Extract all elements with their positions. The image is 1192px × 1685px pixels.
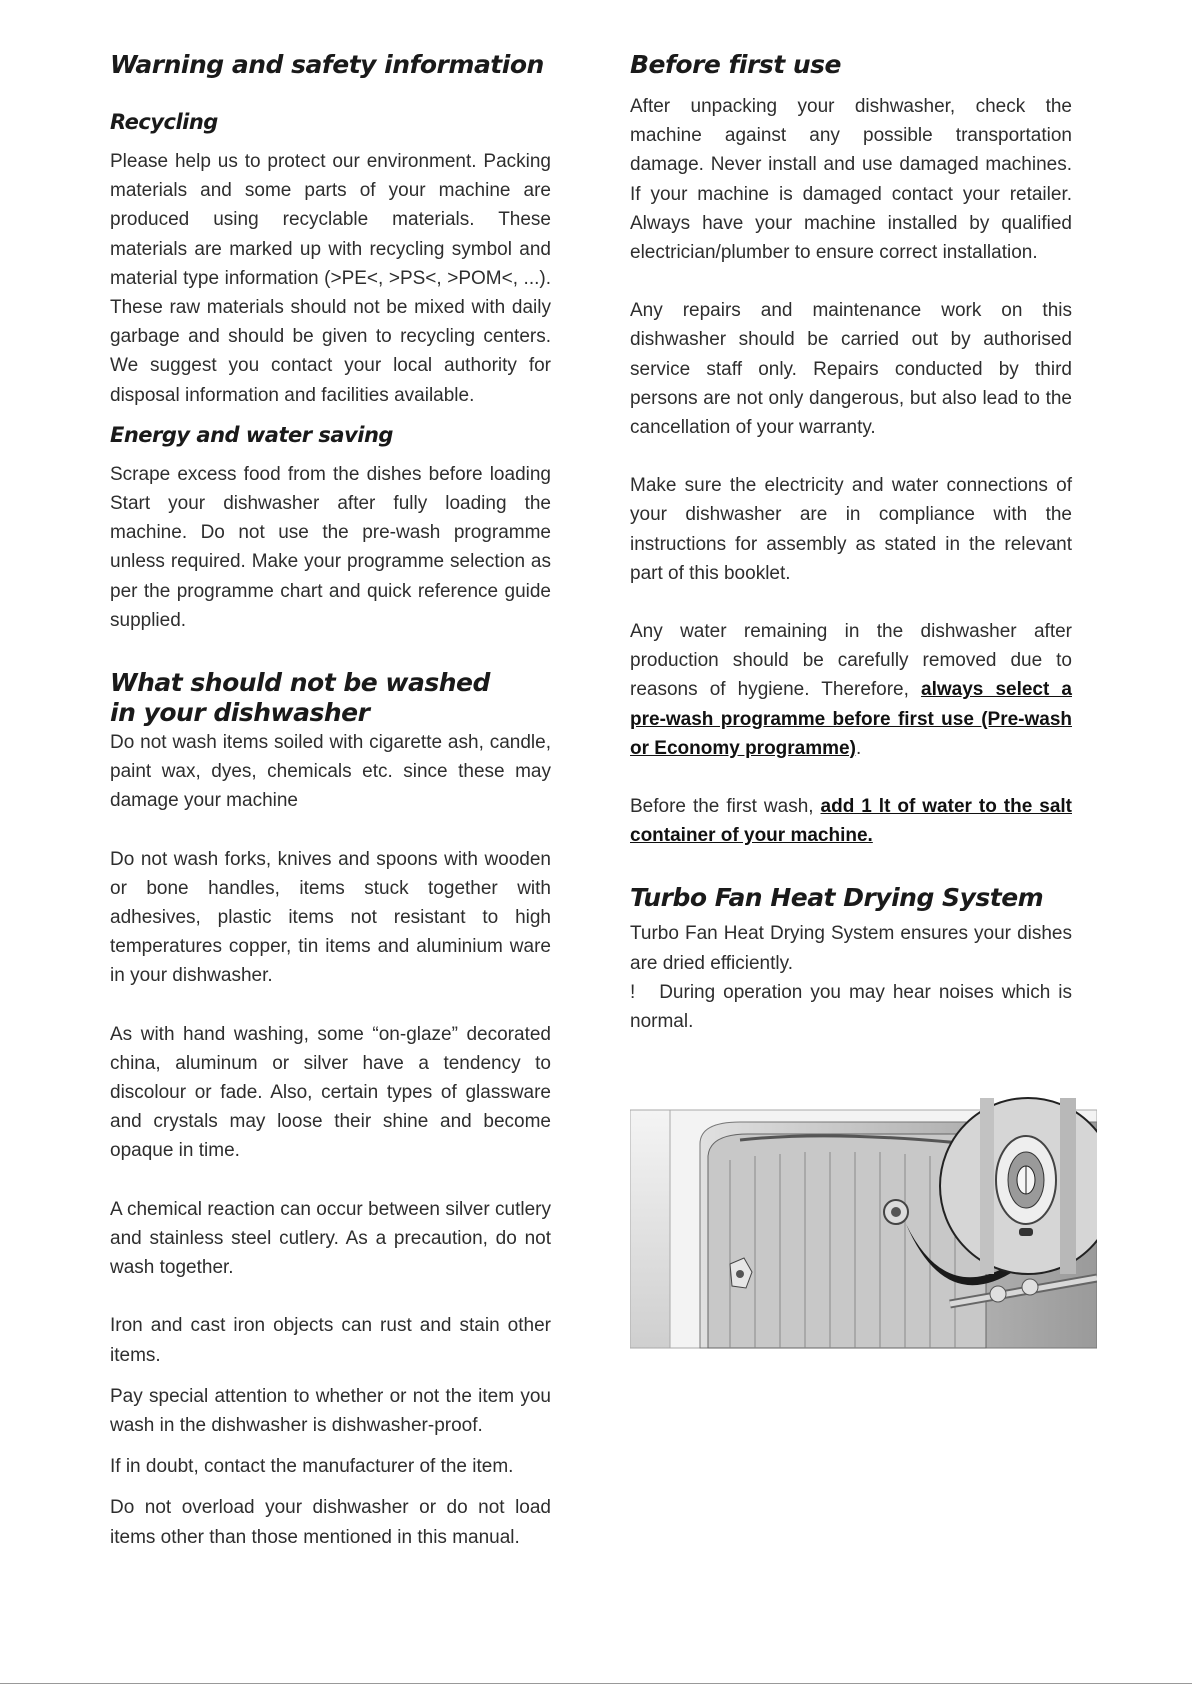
heading-energy-saving: Energy and water saving (110, 422, 393, 447)
heading-line-2: in your dishwasher (110, 698, 370, 728)
paragraph-turbo-fan: Turbo Fan Heat Drying System ensures your dishes are dried efficiently. (630, 923, 1072, 974)
heading-recycling: Recycling (110, 110, 218, 134)
prewash-emphasis: always select a pre-wash programme before first use (Pre-wash or Economy programme) (630, 679, 1072, 759)
warning-mark: ! (630, 981, 636, 1003)
right-column (630, 50, 1072, 1354)
paragraph-not-washed-5: Iron and cast iron objects can rust and stain other items. (110, 1315, 551, 1366)
prewash-note-end: . (855, 737, 862, 759)
paragraph-turbo-note (630, 978, 1072, 1036)
paragraph-first-use-5 (630, 792, 1072, 850)
paragraph-recycling: Please help us to protect our environment. Packing materials and some parts of your machine are produced using recyclable materials. These materials are marked up with recycling symbol and material type information (>PE<, >PS<, >POM<, ...). These raw materials should not be mixed with daily garbage and should be given to recycling centers. We suggest you contact your local authority for disposal information and facilities available. (110, 151, 551, 406)
paragraph-not-washed-4: A chemical reaction can occur between silver cutlery and stainless steel cutlery. As a precaution, do not wash together. (110, 1198, 551, 1279)
prewash-note-text: Any water remaining in the dishwasher after production should be carefully removed due to reasons of hygiene. Therefore, (630, 621, 1072, 701)
paragraph-not-washed-6: Pay special attention to whether or not the item you wash in the dishwasher is dishwasher-proof. (110, 1385, 551, 1436)
left-column (110, 50, 551, 1552)
paragraph-not-washed-3: As with hand washing, some “on-glaze” decorated china, aluminum or silver have a tendency to discolour or fade. Also, certain types of glassware and crystals may loose their shine and become opaque in time. (110, 1023, 551, 1162)
section-title-turbo-fan: Turbo Fan Heat Drying System (630, 883, 1044, 913)
section-title-first-use: Before first use (630, 50, 841, 79)
paragraph-not-washed-1: Do not wash items soiled with cigarette ash, candle, paint wax, dyes, chemicals etc. since these may damage your machine (110, 732, 551, 812)
paragraph-first-use-4 (630, 617, 1072, 763)
salt-note-text: Before the first wash, (630, 796, 821, 818)
section-title-not-washed (110, 668, 551, 728)
page-bottom-rule (0, 1683, 1192, 1684)
section-title-warning: Warning and safety information (110, 50, 544, 79)
paragraph-first-use-3: Make sure the electricity and water connections of your dishwasher are in compliance with the instructions for assembly as stated in the relevant part of this booklet. (630, 475, 1072, 584)
paragraph-not-washed-7: If in doubt, contact the manufacturer of the item. (110, 1456, 514, 1478)
turbo-note-text: During operation you may hear noises which is normal. (630, 981, 1072, 1033)
dishwasher-interior-icon (630, 1094, 1097, 1354)
paragraph-first-use-2: Any repairs and maintenance work on this dishwasher should be carried out by authorised service staff only. Repairs conducted by third persons are not only dangerous, but also lead to the cancellation of your warranty. (630, 300, 1072, 439)
paragraph-first-use-1: After unpacking your dishwasher, check the machine against any possible transportation damage. Never install and use damaged machines. If your machine is damaged contact your retailer. Always have your machine installed by qualified electrician/plumber to ensure correct installation. (630, 96, 1072, 264)
turbo-fan-detail-illustration (630, 1094, 1097, 1354)
paragraph-not-washed-8: Do not overload your dishwasher or do not load items other than those mentioned in this manual. (110, 1497, 551, 1548)
heading-line-1: What should not be washed (110, 668, 490, 698)
paragraph-energy-saving: Scrape excess food from the dishes before loading Start your dishwasher after fully loading the machine. Do not use the pre-wash programme unless required. Make your programme selection as per the programme chart and quick reference guide supplied. (110, 463, 551, 631)
salt-emphasis: add 1 lt of water to the salt container of your machine. (630, 796, 1072, 847)
paragraph-not-washed-2: Do not wash forks, knives and spoons with wooden or bone handles, items stuck together with adhesives, plastic items not resistant to high temperatures copper, tin items and aluminium ware in your dishwasher. (110, 848, 551, 987)
